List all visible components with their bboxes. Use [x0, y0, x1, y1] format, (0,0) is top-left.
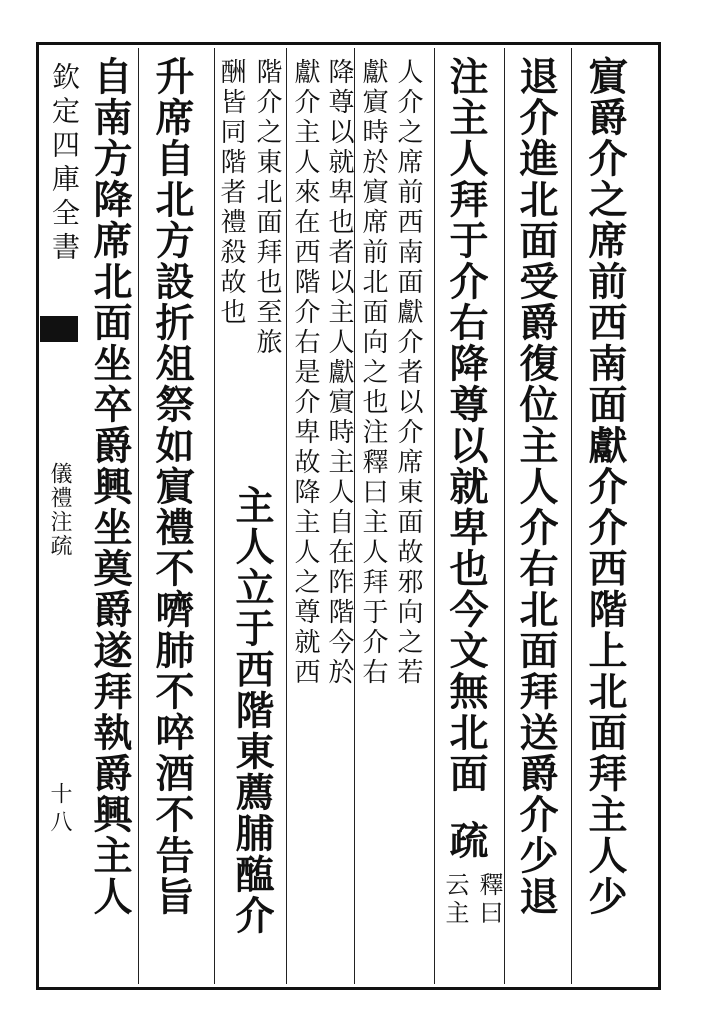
commentary-column: 人介之席前西南面獻介者以介席東面故邪向之若 [393, 58, 423, 688]
column-rule [354, 48, 355, 984]
commentary-column: 云主 [441, 872, 469, 928]
text-column: 退介進北面受爵復位主人介右北面拜送爵介少退 [513, 56, 559, 917]
text-column: 賔爵介之席前西南面獻介介西階上北面拜主人少 [582, 56, 628, 917]
commentary-column: 釋曰 [475, 872, 503, 928]
column-rule [214, 48, 215, 984]
commentary-column: 酬皆同階者禮殺故也 [216, 58, 246, 328]
column-rule [434, 48, 435, 984]
section-title: 儀禮注疏 [47, 462, 72, 558]
fishtail-mark [40, 338, 78, 342]
commentary-column: 獻賔時於賔席前北面向之也注釋曰主人拜于介右 [358, 58, 388, 688]
commentary-column: 獻介主人來在西階介右是介卑故降主人之尊就西 [290, 58, 320, 688]
text-column: 注主人拜于介右降尊以就卑也今文無北面 [443, 56, 489, 794]
book-title: 欽定四庫全書 [48, 62, 81, 266]
fishtail-mark [40, 316, 78, 338]
text-column: 主人立于西階東薦脯醢介 [229, 485, 275, 936]
commentary-column: 降尊以就卑也者以主人獻賔時主人自在阼階今於 [324, 58, 354, 688]
column-rule [138, 48, 139, 984]
text-column: 疏 [443, 820, 489, 861]
column-rule [571, 48, 572, 984]
page-margin [38, 52, 82, 982]
column-rule [286, 48, 287, 984]
commentary-column: 階介之東北面拜也至旅 [252, 58, 282, 358]
text-column: 升席自北方設折俎祭如賔禮不嚌肺不啐酒不告旨 [149, 56, 195, 917]
column-rule [504, 48, 505, 984]
text-column: 自南方降席北面坐卒爵興坐奠爵遂拜執爵興主人 [87, 56, 133, 917]
page-number: 十八 [47, 782, 72, 838]
